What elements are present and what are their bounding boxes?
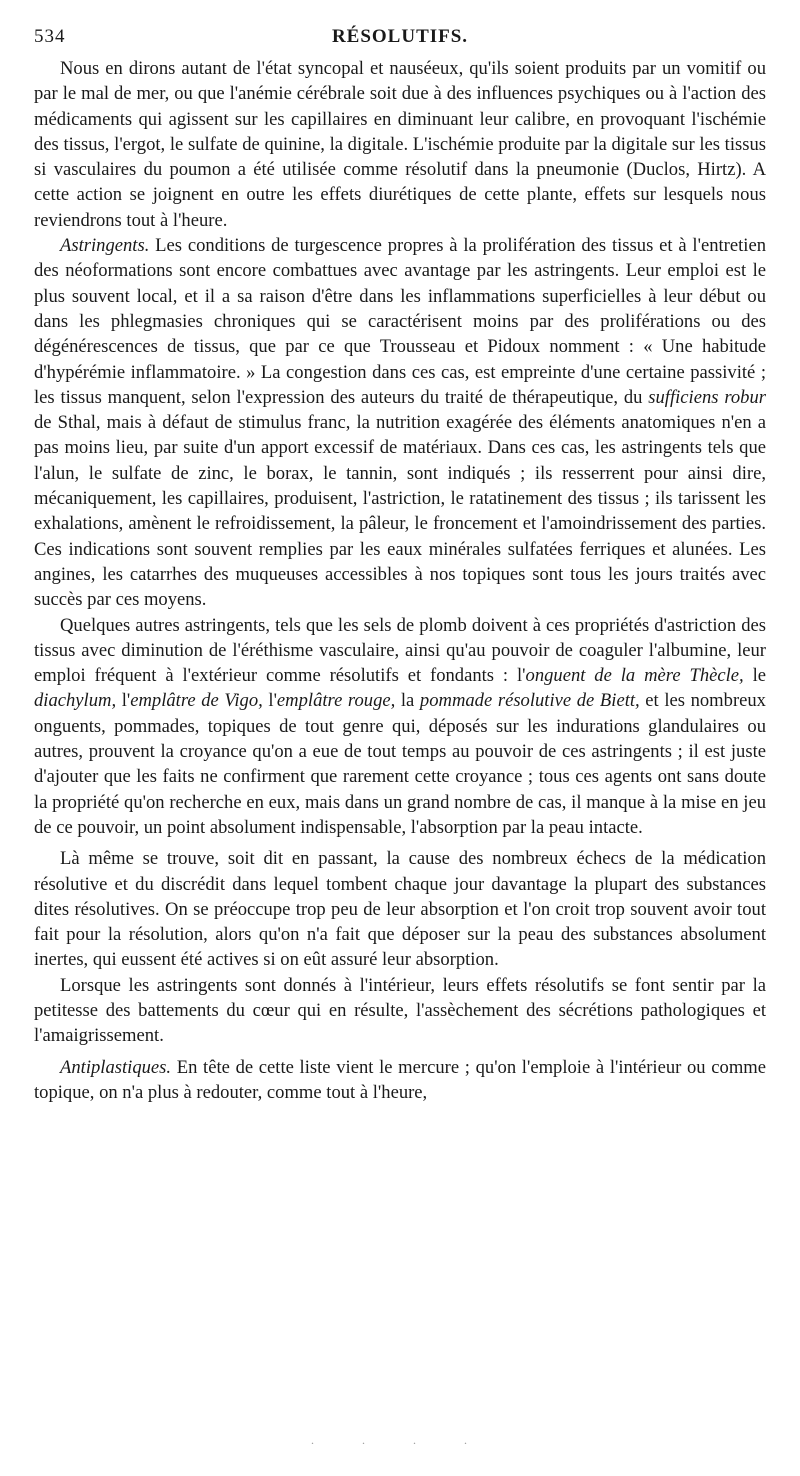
running-title: RÉSOLUTIFS. [331,26,469,47]
text-run: Quelques autres astringents, tels que les sels de plomb doivent à ces propriétés d'astriction des tissus avec diminution de l'éréthisme vasculaire, ainsi qu'au pouvoir de coaguler l'albumine, leur emploi fréquent à l'extérieur comme résolutifs et fondants : l' [34,614,766,687]
paragraph-antiplastics [34,1055,766,1106]
text-run: l' [262,690,277,712]
italic-term: sufficiens robur [648,386,766,408]
paragraph-failures [34,846,766,972]
body-text [34,56,766,1105]
italic-term: onguent de la mère Thècle, [525,665,744,687]
page-number: 534 [34,26,66,47]
text-run: Là même se trouve, soit dit en passant, la cause des nombreux échecs de la médication résolutive et du discrédit dans lequel tombent chaque jour davantage la plupart des substances dites résolutives. On se préoccupe trop peu de leur absorption et l'on croit trop souvent avoir tout fait pour la résolution, alors qu'on n'a fait que déposer sur la peau des substances absolument inertes, qui eussent été actives si on eût assuré leur absorption. [34,848,766,971]
text-run: le [743,665,766,687]
paragraph-internal-use [34,973,766,1049]
paragraph-syncope [34,56,766,233]
italic-term: pommade résolutive de Biett, [419,690,640,712]
text-run: l' [116,690,131,712]
text-run: de Sthal, mais à défaut de stimulus franc, la nutrition exagérée des éléments anatomiques n'en a pas moins lieu, par suite d'un apport excessif de matériaux. Dans ces cas, les astringents tels que l'alun, le sulfate de zinc, le borax, le tannin, sont indiqués ; ils resserrent pour ainsi dire, mécaniquement, les capillaires, produisent, l'astriction, le ratatinement des tissus ; ils tarissent les exhalations, amènent le refroidissement, la pâleur, le froncement et l'amoindrissement des parties. Ces indications sont souvent remplies par les eaux minérales sulfatées ferriques et alunées. Les angines, les catarrhes des muqueuses accessibles à nos topiques sont tous les jours traités avec succès par ces moyens. [34,412,766,611]
italic-term: Astringents. [60,235,150,257]
text-run: En tête de cette liste vient le mercure ; qu'on l'emploie à l'intérieur ou comme topique, on n'a plus à redouter, comme tout à l'heure, [34,1056,766,1103]
italic-term: emplâtre rouge, [276,690,396,712]
italic-term: Antiplastiques. [60,1056,172,1078]
italic-term: emplâtre de Vigo, [130,690,263,712]
text-run: Nous en dirons autant de l'état syncopal et nauséeux, qu'ils soient produits par un vomitif ou par le mal de mer, ou que l'anémie cérébrale soit due à des influences psychiques ou à l'action des médicaments qui agissent sur les capillaires en diminuant leur calibre, en provoquant l'ischémie des tissus, l'ergot, le sulfate de quinine, la digitale. L'ischémie produite par la digitale sur les tissus si vasculaires du poumon a été utilisée comme résolutif dans la pneumonie (Duclos, Hirtz). A cette action se joignent en outre les effets diurétiques de cette plante, effets sur lesquels nous reviendrons tout à l'heure. [34,58,766,231]
page-header [34,26,766,56]
italic-term: diachylum, [34,690,117,712]
text-run: Lorsque les astringents sont donnés à l'intérieur, leurs effets résolutifs se font sentir par la petitesse des battements du cœur qui en résulte, l'assèchement des sécrétions pathologiques et l'amaigrissement. [34,974,766,1047]
text-run: la [395,690,420,712]
paragraph-astringents [34,233,766,612]
text-run: Les conditions de turgescence propres à la prolifération des tissus et à l'entretien des néoformations sont encore combattues avec avantage par les astringents. Leur emploi est le plus souvent local, et il a sa raison d'être dans les inflammations superficielles à leur début ou dans les phlegmasies chroniques qui se caractérisent moins par des proliférations ou des dégénérescences de tissus, que par ce que Trousseau et Pidoux nomment : « Une habitude d'hypérémie inflammatoire. » La congestion dans ces cas, est empreinte d'une certaine passivité ; les tissus manquent, selon l'expression des auteurs du traité de thérapeutique, du [34,235,766,408]
text-run: et les nombreux onguents, pommades, topiques de tout genre qui, déposés sur les indurations glandulaires ou autres, prouvent la croyance qu'on a eue de tout temps au pouvoir de ces astringents ; il est juste d'ajouter que les faits ne confirment que rarement cette croyance ; tous ces agents ont sans doute la propriété qu'on recherche en eux, mais dans un grand nombre de cas, il manque à la mise en jeu de ce pouvoir, un point absolument indispensable, l'absorption par la peau intacte. [34,690,766,838]
paragraph-lead-salts [34,613,766,841]
scan-specks: · · · · [310,1436,490,1450]
